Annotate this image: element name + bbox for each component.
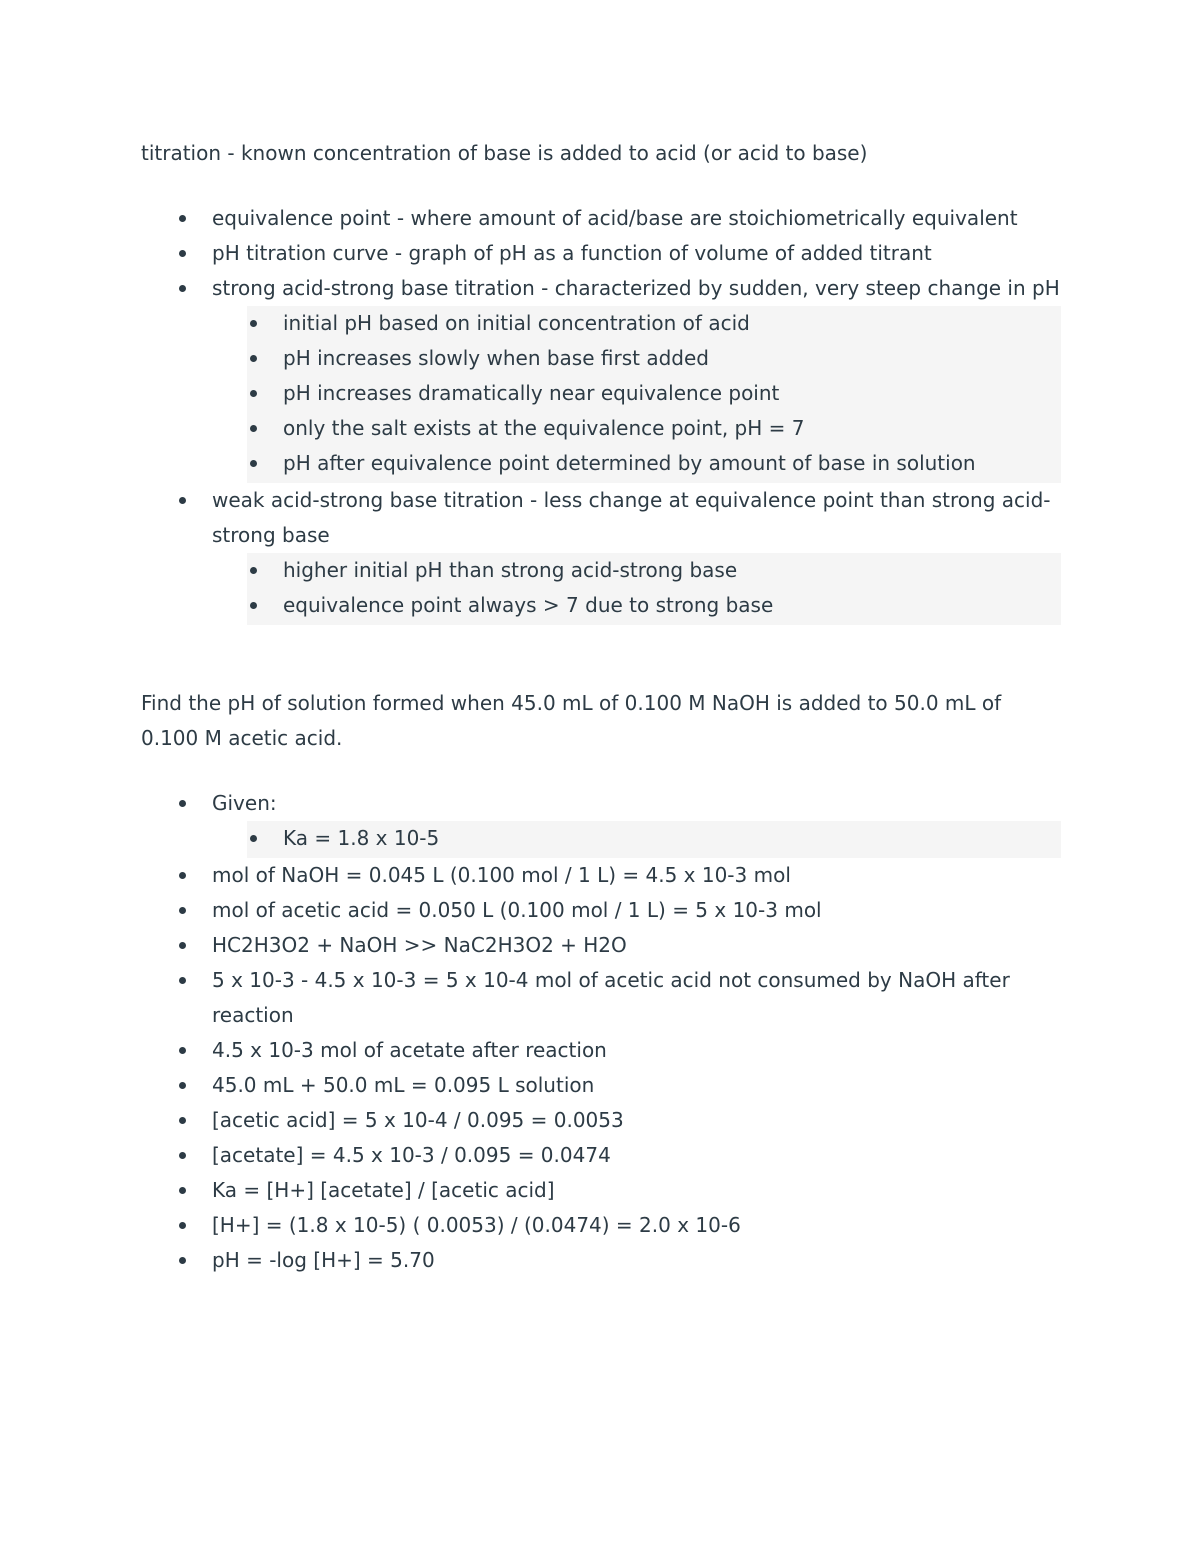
list-item-ph-titration-curve: pH titration curve - graph of pH as a function of volume of added titrant <box>212 236 1061 271</box>
titration-list <box>141 201 1061 625</box>
list-item-given: Given: Ka = 1.8 x 10-5 <box>212 786 1061 858</box>
sublist-item: pH after equivalence point determined by amount of base in solution <box>283 446 1061 481</box>
document-page <box>141 136 1061 1278</box>
list-item: 4.5 x 10-3 mol of acetate after reaction <box>212 1033 1061 1068</box>
list-item-weak-acid-strong-base: weak acid-strong base titration - less change at equivalence point than strong acid-strong base higher initial pH than strong acid-strong base equivalence point always > 7 due to strong base <box>212 483 1061 625</box>
strong-acid-sublist <box>247 306 1061 483</box>
list-item: 45.0 mL + 50.0 mL = 0.095 L solution <box>212 1068 1061 1103</box>
titration-definition: titration - known concentration of base is added to acid (or acid to base) <box>141 141 868 165</box>
weak-acid-sublist <box>247 553 1061 625</box>
sublist-item: only the salt exists at the equivalence point, pH = 7 <box>283 411 1061 446</box>
list-item: [H+] = (1.8 x 10-5) ( 0.0053) / (0.0474) = 2.0 x 10-6 <box>212 1208 1061 1243</box>
list-item: mol of acetic acid = 0.050 L (0.100 mol / 1 L) = 5 x 10-3 mol <box>212 893 1061 928</box>
list-item: mol of NaOH = 0.045 L (0.100 mol / 1 L) = 4.5 x 10-3 mol <box>212 858 1061 893</box>
list-item-equivalence-point: equivalence point - where amount of acid/base are stoichiometrically equivalent <box>212 201 1061 236</box>
spacer <box>141 756 1061 786</box>
sublist-item: initial pH based on initial concentration of acid <box>283 306 1061 341</box>
list-item-final-ph: pH = -log [H+] = 5.70 <box>212 1243 1061 1278</box>
list-item: [acetic acid] = 5 x 10-4 / 0.095 = 0.0053 <box>212 1103 1061 1138</box>
spacer <box>141 625 1061 686</box>
sublist-item: pH increases dramatically near equivalence point <box>283 376 1061 411</box>
solution-list <box>141 786 1061 1278</box>
spacer <box>141 171 1061 201</box>
sublist-item-ka: Ka = 1.8 x 10-5 <box>283 821 1061 856</box>
list-item: 5 x 10-3 - 4.5 x 10-3 = 5 x 10-4 mol of acetic acid not consumed by NaOH after reaction <box>212 963 1061 1033</box>
sublist-item: higher initial pH than strong acid-strong base <box>283 553 1061 588</box>
given-sublist <box>247 821 1061 858</box>
list-item: Ka = [H+] [acetate] / [acetic acid] <box>212 1173 1061 1208</box>
list-item-strong-acid-strong-base: strong acid-strong base titration - characterized by sudden, very steep change in pH initial pH based on initial concentration of acid pH increases slowly when base first added pH increases dramatically near equivalence point only the salt exists at the equivalence point, pH = 7 pH after equivalence point determined by amount of base in solution <box>212 271 1061 483</box>
sublist-item: equivalence point always > 7 due to strong base <box>283 588 1061 623</box>
list-item: [acetate] = 4.5 x 10-3 / 0.095 = 0.0474 <box>212 1138 1061 1173</box>
list-item-reaction-equation: HC2H3O2 + NaOH >> NaC2H3O2 + H2O <box>212 928 1061 963</box>
problem-statement: Find the pH of solution formed when 45.0 mL of 0.100 M NaOH is added to 50.0 mL of 0.100 M acetic acid. <box>141 691 1002 750</box>
sublist-item: pH increases slowly when base first added <box>283 341 1061 376</box>
